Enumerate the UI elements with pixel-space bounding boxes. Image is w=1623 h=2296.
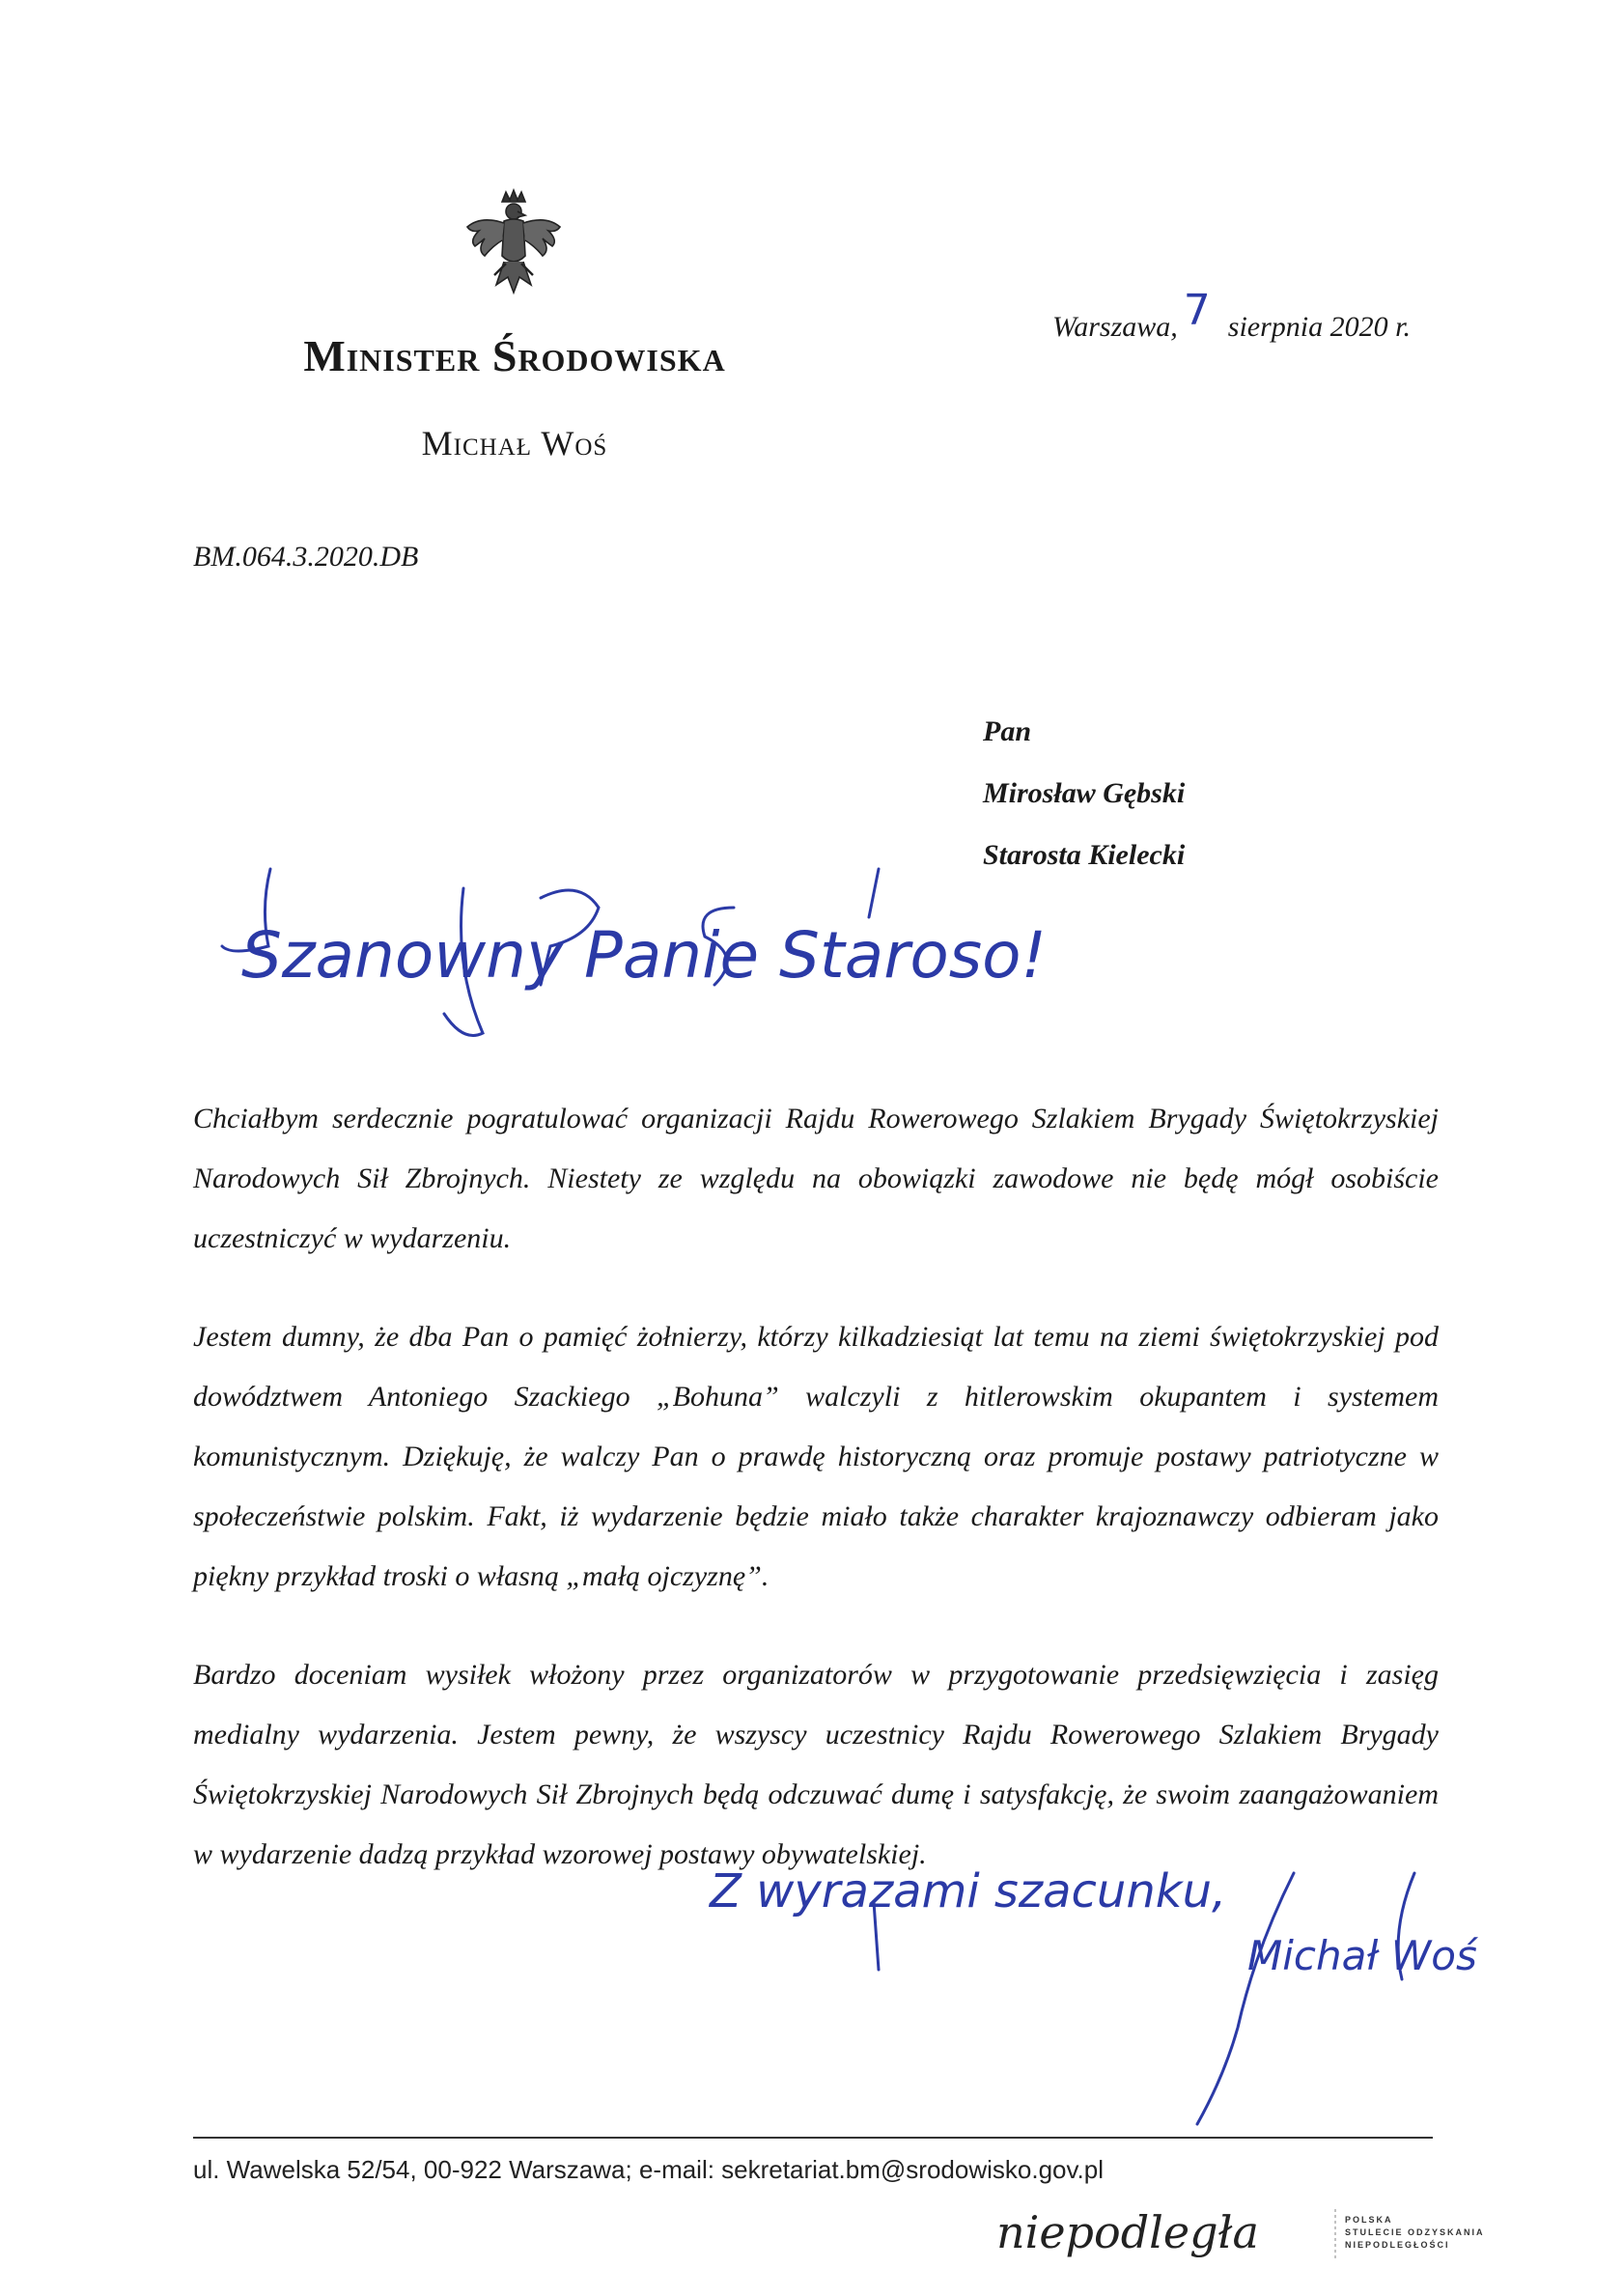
body-paragraph-2: Jestem dumny, że dba Pan o pamięć żołnierzy, którzy kilkadziesiąt lat temu na ziemi świętokrzyskiej pod dowództwem Antoniego Szackiego „Bohuna” walczyli z hitlerowskim okupantem i systemem komunistycznym. Dziękuję, że walczy Pan o prawdę historyczną oraz promuje postawy patriotyczne w społeczeństwie polskim. Fakt, iż wydarzenie będzie miało także charakter krajoznawczy odbieram jako piękny przykład troski o własną „małą ojczyznę”.	[193, 1321, 1439, 1592]
date-place: Warszawa,	[1052, 311, 1178, 343]
logo-caption-line-2: STULECIE ODZYSKANIA	[1345, 2227, 1485, 2237]
letter-body	[193, 1089, 1439, 1923]
logo-caption	[1345, 2214, 1485, 2252]
footer-divider	[193, 2137, 1433, 2139]
body-paragraph-1: Chciałbym serdecznie pogratulować organizacji Rajdu Rowerowego Szlakiem Brygady Świętokrzyskiej Narodowych Sił Zbrojnych. Niestety ze względu na obowiązki zawodowe nie będę mógł osobiście uczestniczyć w wydarzeniu.	[193, 1103, 1439, 1254]
letter-date	[1052, 286, 1411, 347]
addressee-position: Starosta Kielecki	[983, 839, 1186, 871]
polish-eagle-emblem-icon	[462, 188, 566, 310]
minister-name: Michał Woś	[421, 424, 608, 462]
salutation-text: Szanowny Panie Staroso!	[241, 918, 1047, 993]
closing-handwritten: Z wyrazami szacunku,	[710, 1864, 1227, 1918]
addressee-name: Mirosław Gębski	[983, 777, 1186, 809]
closing-and-signature	[0, 1834, 1623, 2182]
logo-caption-line-1: POLSKA	[1345, 2215, 1393, 2225]
signature: Michał Woś	[1247, 1932, 1477, 1979]
date-day-handwritten: 7	[1183, 286, 1211, 335]
date-month-year: sierpnia 2020 r.	[1227, 311, 1411, 343]
handwritten-salutation	[0, 850, 1623, 1072]
reference-number: BM.064.3.2020.DB	[193, 541, 419, 573]
logo-caption-line-3: NIEPODLEGŁOŚCI	[1345, 2240, 1450, 2250]
addressee-title: Pan	[983, 715, 1032, 747]
logo-script: niepodległa	[996, 2206, 1259, 2258]
footer-address: ul. Wawelska 52/54, 00-922 Warszawa; e-mail: sekretariat.bm@srodowisko.gov.pl	[193, 2155, 1105, 2184]
body-paragraph-3: Bardzo doceniam wysiłek włożony przez organizatorów w przygotowanie przedsięwzięcia i zasięg medialny wydarzenia. Jestem pewny, że wszyscy uczestnicy Rajdu Rowerowego Szlakiem Brygady Świętokrzyskiej Narodowych Sił Zbrojnych będą odczuwać dumę i satysfakcję, że swoim zaangażowaniem w wydarzenie dadzą przykład wzorowej postawy obywatelskiej.	[193, 1659, 1439, 1870]
minister-title: Minister Środowiska	[303, 331, 726, 380]
